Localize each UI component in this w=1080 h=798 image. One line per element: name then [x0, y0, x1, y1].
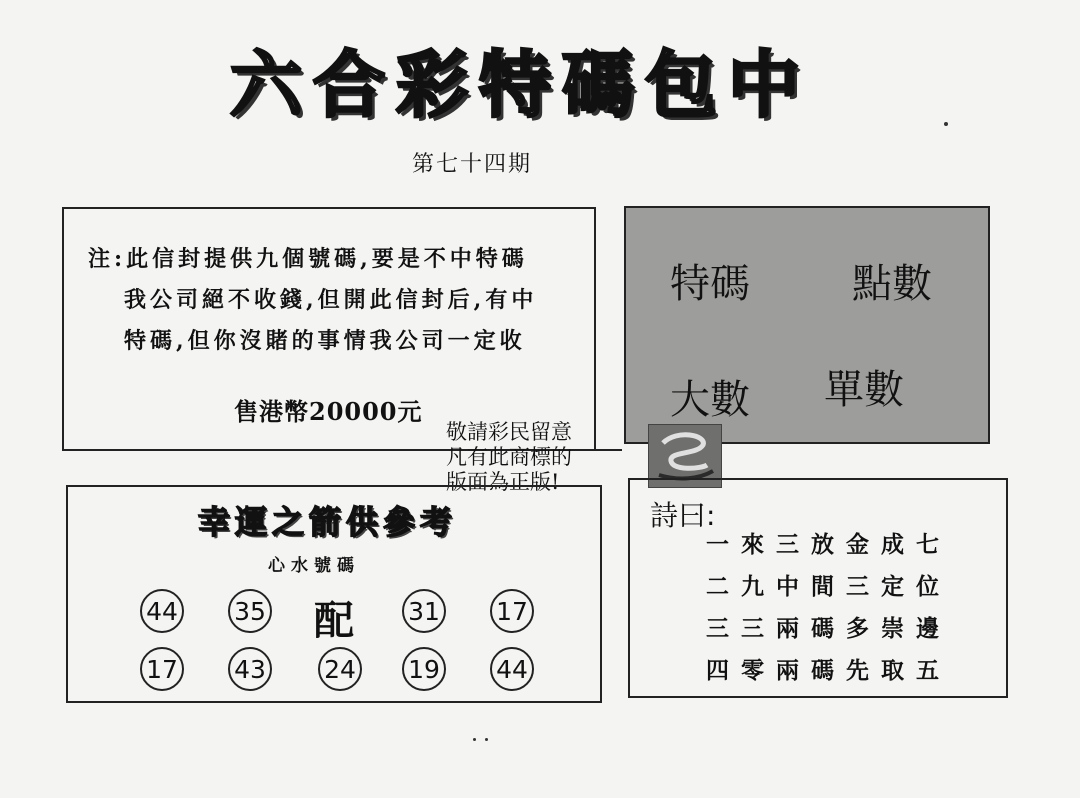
- title-char: 合: [312, 42, 385, 127]
- title-char: 中: [727, 42, 800, 127]
- lucky-number: 44: [140, 589, 184, 633]
- info-box: [624, 206, 990, 444]
- notice-line: 特碼,但你沒賭的事情我公司一定收: [124, 328, 526, 354]
- lucky-numbers-box: [66, 485, 602, 703]
- lucky-number: 31: [402, 589, 446, 633]
- notice-line: 注:此信封提供九個號碼,要是不中特碼: [88, 246, 528, 272]
- price-text: 售港幣20000元: [234, 397, 423, 426]
- poem-line: 三三兩碼多崇邊: [706, 615, 951, 642]
- notice-line: 我公司絕不收錢,但開此信封后,有中: [124, 287, 538, 313]
- poem-lines: [706, 524, 951, 692]
- lucky-number: 17: [140, 647, 184, 691]
- poem-line: 二九中間三定位: [706, 573, 951, 600]
- info-odd-number: 單數: [824, 367, 904, 413]
- poem-label: 詩曰:: [650, 499, 716, 532]
- title-char: 包: [644, 42, 717, 127]
- lucky-number: 35: [228, 589, 272, 633]
- scan-speck: [485, 738, 488, 741]
- attention-line: 凡有此商標的: [446, 445, 572, 469]
- lucky-number: 43: [228, 647, 272, 691]
- lucky-number: 19: [402, 647, 446, 691]
- pei-character: 配: [314, 597, 354, 644]
- title-char: 特: [478, 42, 551, 127]
- attention-line: 版面為正版!: [446, 470, 560, 494]
- lucky-number: 17: [490, 589, 534, 633]
- title-char: 碼: [561, 42, 634, 127]
- poem-box: [628, 478, 1008, 698]
- scan-speck: [944, 122, 948, 126]
- attention-line: 敬請彩民留意: [446, 420, 572, 444]
- lucky-number: 44: [490, 647, 534, 691]
- notice-text: [88, 239, 537, 362]
- page-title: [230, 40, 800, 130]
- info-points: 點數: [852, 261, 932, 307]
- title-char: 彩: [395, 42, 468, 127]
- title-char: 六: [230, 42, 303, 127]
- poem-line: 一來三放金成七: [706, 531, 951, 558]
- issue-number: 第七十四期: [412, 152, 533, 177]
- lucky-number: 24: [318, 647, 362, 691]
- poem-line: 四零兩碼先取五: [706, 657, 951, 684]
- info-big-number: 大數: [670, 377, 750, 423]
- lucky-subtitle: 心水號碼: [268, 556, 360, 576]
- lucky-title: 幸運之箭供參考: [198, 503, 458, 541]
- scan-speck: [473, 738, 476, 741]
- notice-box: [62, 207, 596, 450]
- info-special-code: 特碼: [670, 261, 750, 307]
- attention-note: [446, 420, 572, 495]
